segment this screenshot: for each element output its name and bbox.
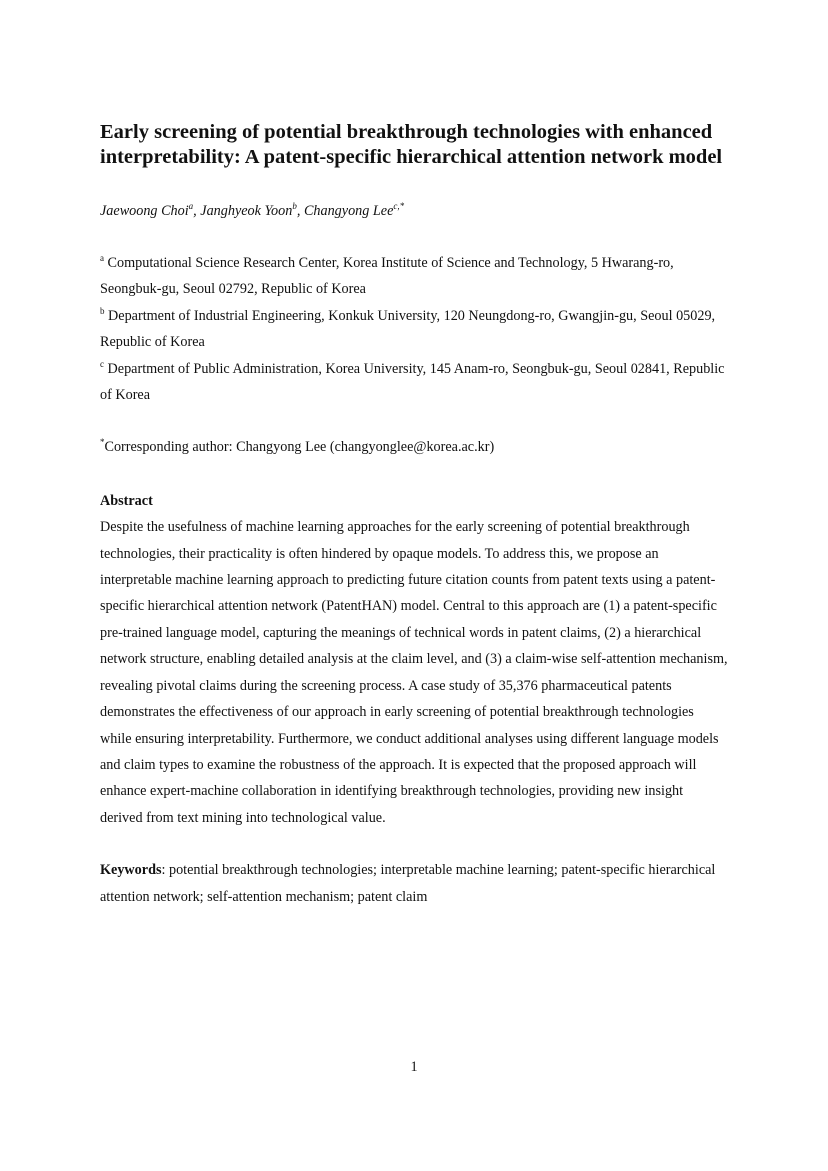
paper-title: Early screening of potential breakthrough technologies with enhanced interpretability: A patent-specific hierarchical attention network model xyxy=(100,121,723,168)
author-name: Janghyeok Yoon xyxy=(200,203,293,219)
affiliation-mark: b xyxy=(100,305,105,316)
author-list xyxy=(100,201,728,221)
affiliation-list xyxy=(100,250,728,408)
affiliation-text: Department of Public Administration, Korea University, 145 Anam-ro, Seongbuk-gu, Seoul 02841, Republic of Korea xyxy=(100,360,725,404)
author-separator: , xyxy=(193,203,201,219)
affiliation xyxy=(100,303,728,356)
affiliation-mark: a xyxy=(100,253,104,263)
paper-content xyxy=(100,120,728,910)
author xyxy=(200,203,304,219)
abstract-heading: Abstract xyxy=(100,492,153,509)
author xyxy=(100,203,200,219)
affiliation-mark: c xyxy=(100,358,104,369)
author-affiliation-mark: c,* xyxy=(393,201,405,211)
author-name: Jaewoong Choi xyxy=(100,203,189,219)
affiliation xyxy=(100,356,728,409)
author xyxy=(304,203,404,219)
keywords xyxy=(100,857,728,910)
author-affiliation-mark: b xyxy=(292,201,297,211)
abstract-text: Despite the usefulness of machine learning approaches for the early screening of potential breakthrough technologies, their practicality is often hindered by opaque models. To address this, we propose an interpretable machine learning approach to predicting future citation counts from patent texts using a patent-specific hierarchical attention network (PatentHAN) model. Central to this approach are (1) a patent-specific pre-trained language model, capturing the meanings of technical words in patent claims, (2) a hierarchical network structure, enabling detailed analysis at the claim level, and (3) a claim-wise self-attention mechanism, revealing pivotal claims during the screening process. A case study of 35,376 pharmaceutical patents demonstrates the effectiveness of our approach in early screening of potential breakthrough technologies while ensuring interpretability. Furthermore, we conduct additional analyses using different language models and claim types to examine the robustness of the approach. It is expected that the proposed approach will enhance expert-machine collaboration in identifying breakthrough technologies, providing new insight derived from text mining into technological value. xyxy=(100,519,728,826)
affiliation-text: Department of Industrial Engineering, Konkuk University, 120 Neungdong-ro, Gwangjin-gu, Seoul 05029, Republic of Korea xyxy=(100,307,716,351)
author-name: Changyong Lee xyxy=(303,203,394,219)
author-separator: , xyxy=(296,203,304,219)
corresponding-mark: * xyxy=(100,437,105,448)
author-affiliation-mark: a xyxy=(188,201,194,211)
corresponding-author xyxy=(100,434,728,460)
keywords-label: Keywords xyxy=(100,862,162,879)
corresponding-text: Corresponding author: Changyong Lee (changyonglee@korea.ac.kr) xyxy=(104,439,495,456)
keywords-text: : potential breakthrough technologies; interpretable machine learning; patent-specific hierarchical attention network; self-attention mechanism; patent claim xyxy=(100,862,716,905)
page-number: 1 xyxy=(410,1059,418,1075)
affiliation xyxy=(100,250,728,303)
affiliation-text: Computational Science Research Center, Korea Institute of Science and Technology, 5 Hwarang-ro, Seongbuk-gu, Seoul 02792, Republic of Korea xyxy=(100,255,674,298)
